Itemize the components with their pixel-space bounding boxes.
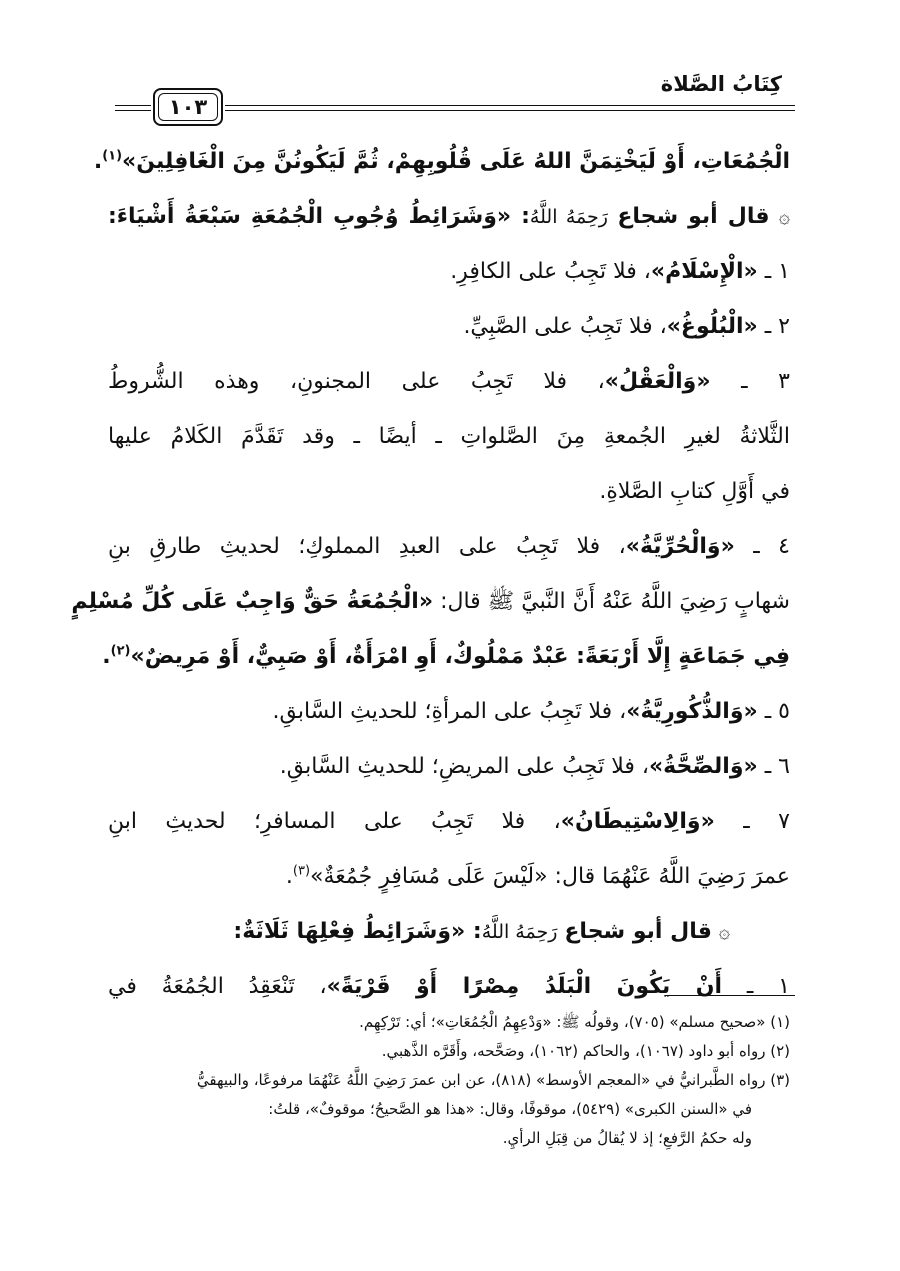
main-text xyxy=(71,134,791,1014)
footnote-ref: (٣) xyxy=(292,863,311,879)
hadith-text: فِي جَمَاعَةٍ إِلَّا أَرْبَعَةً: عَبْدٌ مَمْلُوكٌ، أَوِ امْرَأَةٌ، أَوْ صَبِيٌّ، أَوْ مَرِيضٌ» xyxy=(130,644,790,669)
text-line-15 xyxy=(108,904,790,959)
text-line-8 xyxy=(108,519,790,574)
footnote-separator xyxy=(665,995,795,996)
item-number: ٢ ـ xyxy=(764,314,790,339)
matn-quote: : «وَشَرَائِطُ فِعْلِهَا ثَلَاثَةٌ: xyxy=(233,919,482,944)
item-number: ١ ـ xyxy=(764,259,790,284)
matn-quote: : «وَشَرَائِطُ وُجُوبِ الْجُمُعَةِ سَبْعَةُ أَشْيَاءَ: xyxy=(108,204,530,229)
footnotes xyxy=(115,1008,790,1153)
text-line-3 xyxy=(108,244,790,299)
condition-term: «الْبُلُوغُ» xyxy=(666,314,758,339)
text-line-4 xyxy=(108,299,790,354)
text-line-16 xyxy=(108,959,790,1014)
explanation: عمرَ رَضِيَ اللَّهُ عَنْهُمَا قال: «لَيْسَ عَلَى مُسَافِرٍ جُمُعَةٌ» xyxy=(310,864,790,889)
section-marker-icon: ۞ xyxy=(718,921,730,943)
footnote-3: (٣) رواه الطَّبرانيُّ في «المعجم الأوسط» (٨١٨)، عن ابن عمرَ رَضِيَ اللَّهُ عَنْهُمَا مرفوعًا، والبيهقيُّ xyxy=(196,1071,790,1089)
running-header-title: كِتَابُ الصَّلاة xyxy=(660,72,782,96)
text-line-13 xyxy=(108,794,790,849)
condition-term: «وَالْحُرِّيَّةُ» xyxy=(625,534,735,559)
header-rule-left xyxy=(115,105,151,106)
text-line-10 xyxy=(102,629,790,684)
text-line-5 xyxy=(108,354,790,409)
punctuation: . xyxy=(285,864,293,889)
explanation: ، فلا تَجِبُ على المرأةِ؛ للحديثِ السَّابقِ. xyxy=(272,699,627,724)
text-line-9 xyxy=(71,574,790,629)
condition-term: «وَالذُّكُورِيَّةُ» xyxy=(626,699,758,724)
explanation: ، فلا تَجِبُ على الكافِرِ. xyxy=(450,259,651,284)
condition-term: أَنْ يَكُونَ الْبَلَدُ مِصْرًا أَوْ قَرْيَةً» xyxy=(326,974,723,999)
footnote-ref: (١) xyxy=(102,148,123,164)
hadith-text: الْجُمُعَاتِ، أَوْ لَيَخْتِمَنَّ اللهُ عَلَى قُلُوبِهِمْ، ثُمَّ لَيَكُونُنَّ مِنَ الْغَافِلِينَ» xyxy=(122,149,790,174)
item-number: ٥ ـ xyxy=(764,699,790,724)
header-rule-left-2 xyxy=(115,110,151,111)
text-line-6: الثَّلاثةُ لغيرِ الجُمعةِ مِنَ الصَّلواتِ ـ أيضًا ـ وقد تَقَدَّمَ الكَلامُ عليها xyxy=(108,424,790,449)
footnote-1: (١) «صحيح مسلم» (٧٠٥)، وقولُه ﷺ: «وَدْعِهِمُ الْجُمُعَاتِ»؛ أي: تَرْكِهِم. xyxy=(359,1013,790,1031)
explanation: ، فلا تَجِبُ على العبدِ المملوكِ؛ لحديثِ طارقِ بنِ xyxy=(108,534,626,559)
footnote-2: (٢) رواه أبو داود (١٠٦٧)، والحاكم (١٠٦٢)، وصَحَّحه، وأَقَرَّه الذَّهبي. xyxy=(381,1042,790,1060)
text-line-7: في أَوَّلِ كتابِ الصَّلاةِ. xyxy=(599,479,790,504)
author-attribution: قال أبو شجاع xyxy=(617,204,770,229)
page-number-frame xyxy=(153,88,223,126)
explanation: ، فلا تَجِبُ على المريضِ؛ للحديثِ السَّابقِ. xyxy=(279,754,649,779)
item-number: ٦ ـ xyxy=(764,754,790,779)
hadith-text: «الْجُمُعَةُ حَقٌّ وَاجِبٌ عَلَى كُلِّ مُسْلِمٍ xyxy=(71,589,434,614)
text-line-14 xyxy=(108,849,790,904)
author-attribution: قال أبو شجاع xyxy=(564,919,712,944)
text-line-2 xyxy=(108,189,790,244)
text-line-12 xyxy=(108,739,790,794)
item-number: ٧ ـ xyxy=(743,809,790,834)
explanation: ، فلا تَجِبُ على المسافرِ؛ لحديثِ ابنِ xyxy=(108,809,561,834)
header-rule-right-2 xyxy=(225,110,795,111)
explanation: ، فلا تَجِبُ على الصَّبِيِّ. xyxy=(463,314,667,339)
punctuation: . xyxy=(102,644,111,669)
explanation: شهابٍ رَضِيَ اللَّهُ عَنْهُ أَنَّ النَّبيَّ ﷺ قال: xyxy=(440,589,790,614)
honorific: رَحِمَهُ اللَّهُ xyxy=(481,921,558,943)
text-line-11 xyxy=(108,684,790,739)
footnote-3-continued: في «السنن الكبرى» (٥٤٢٩)، موقوفًا، وقال: «هذا هو الصَّحيحُ؛ موقوفٌ»، قلتُ: xyxy=(268,1100,752,1118)
item-number: ٣ ـ xyxy=(741,369,790,394)
condition-term: «الْإِسْلَامُ» xyxy=(650,259,758,284)
honorific: رَحِمَهُ اللَّهُ xyxy=(529,206,608,228)
page-number: ١٠٣ xyxy=(158,93,218,121)
explanation: ، تَنْعَقِدُ الجُمُعَةُ في xyxy=(108,974,327,999)
item-number: ٤ ـ xyxy=(753,534,790,559)
text-line-1 xyxy=(93,134,790,189)
condition-term: «وَالِاسْتِيطَانُ» xyxy=(560,809,715,834)
condition-term: «وَالْعَقْلُ» xyxy=(604,369,711,394)
header-rule-right xyxy=(225,105,795,106)
condition-term: «وَالصِّحَّةُ» xyxy=(648,754,758,779)
explanation: ، فلا تَجِبُ على المجنونِ، وهذه الشُّروطُ xyxy=(108,369,605,394)
footnote-ref: (٢) xyxy=(110,643,131,659)
punctuation: . xyxy=(93,149,103,174)
item-number: ١ ـ xyxy=(746,974,790,999)
footnote-3-continued: وله حكمُ الرَّفعِ؛ إذ لا يُقالُ من قِبَلِ الرأيِ. xyxy=(502,1129,752,1147)
section-marker-icon: ۞ xyxy=(778,206,791,228)
